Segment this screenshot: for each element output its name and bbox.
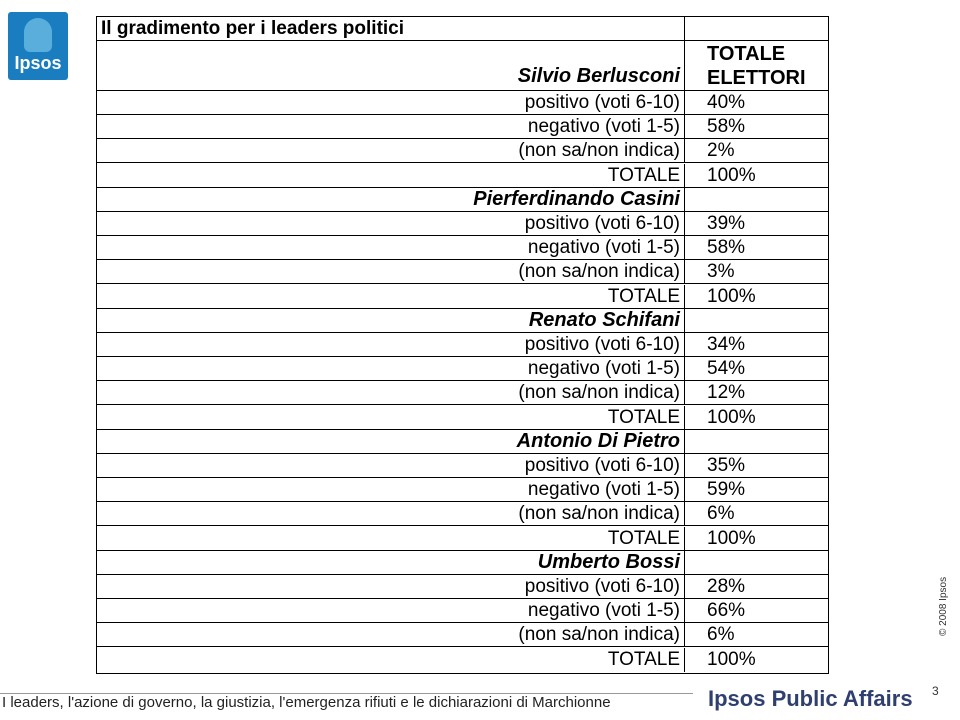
- table-row: [97, 212, 828, 236]
- row-value: 39%: [707, 213, 746, 234]
- leader-name-row: [97, 309, 828, 333]
- row-label: negativo (voti 1-5): [97, 357, 685, 380]
- row-value: 6%: [707, 624, 735, 646]
- table-row: [97, 91, 828, 115]
- row-value: 66%: [707, 600, 746, 622]
- row-label: TOTALE: [97, 406, 685, 429]
- row-label: negativo (voti 1-5): [97, 478, 685, 501]
- row-label: positivo (voti 6-10): [97, 333, 685, 356]
- row-label: TOTALE: [97, 648, 685, 672]
- row-value: 2%: [707, 140, 735, 162]
- row-value: 58%: [707, 116, 746, 138]
- footer-subtitle: I leaders, l'azione di governo, la giustizia, l'emergenza rifiuti e le dichiarazioni di Marchionne: [2, 694, 611, 711]
- row-label: positivo (voti 6-10): [97, 454, 685, 477]
- row-label: TOTALE: [97, 527, 685, 550]
- row-label: (non sa/non indica): [97, 139, 685, 162]
- table-row: [97, 115, 828, 139]
- row-value: 40%: [707, 92, 746, 113]
- row-value: 58%: [707, 237, 746, 259]
- row-label: (non sa/non indica): [97, 502, 685, 525]
- table-header-row: [97, 41, 828, 91]
- row-label: (non sa/non indica): [97, 381, 685, 404]
- row-label: positivo (voti 6-10): [97, 91, 685, 114]
- leader-name: Renato Schifani: [97, 309, 685, 332]
- brand-name: Ipsos Public Affairs: [708, 686, 913, 711]
- table-row: [97, 527, 828, 551]
- table-row: [97, 406, 828, 430]
- leader-name-row: [97, 188, 828, 212]
- row-value: 100%: [707, 164, 756, 186]
- row-value: 28%: [707, 576, 746, 597]
- row-label: negativo (voti 1-5): [97, 599, 685, 622]
- row-value: 35%: [707, 455, 746, 476]
- row-value: 54%: [707, 358, 746, 380]
- table-row: [97, 454, 828, 478]
- row-label: TOTALE: [97, 164, 685, 187]
- table-row: [97, 357, 828, 381]
- table-row: [97, 333, 828, 357]
- row-label: (non sa/non indica): [97, 623, 685, 646]
- leaders-approval-table: [96, 16, 829, 674]
- ipsos-logo: [8, 12, 68, 80]
- logo-head-icon: [24, 18, 52, 52]
- table-row: [97, 164, 828, 188]
- row-value: 6%: [707, 503, 735, 525]
- leader-name: Umberto Bossi: [97, 551, 685, 574]
- row-value: 12%: [707, 382, 746, 404]
- row-value: 100%: [707, 285, 756, 307]
- table-row: [97, 575, 828, 599]
- row-value: 34%: [707, 334, 746, 355]
- row-label: positivo (voti 6-10): [97, 212, 685, 235]
- row-value: 59%: [707, 479, 746, 501]
- table-row: [97, 623, 828, 647]
- column-header: TOTALE ELETTORI: [707, 43, 806, 89]
- row-value: 100%: [707, 648, 756, 670]
- row-label: TOTALE: [97, 285, 685, 308]
- table-row: [97, 285, 828, 309]
- table-row: [97, 599, 828, 623]
- row-label: negativo (voti 1-5): [97, 115, 685, 138]
- row-label: positivo (voti 6-10): [97, 575, 685, 598]
- row-label: negativo (voti 1-5): [97, 236, 685, 259]
- logo-text: Ipsos: [14, 53, 62, 73]
- table-row: [97, 648, 828, 672]
- table-row: [97, 139, 828, 163]
- leader-name: Pierferdinando Casini: [97, 188, 685, 211]
- table-row: [97, 236, 828, 260]
- table-row: [97, 260, 828, 284]
- copyright-notice: © 2008 Ipsos: [938, 576, 949, 636]
- row-value: 100%: [707, 527, 756, 549]
- table-row: [97, 478, 828, 502]
- table-title-row: [97, 17, 828, 41]
- row-value: 100%: [707, 406, 756, 428]
- row-label: (non sa/non indica): [97, 260, 685, 283]
- leader-name: Silvio Berlusconi: [97, 41, 685, 90]
- leader-name-row: [97, 430, 828, 454]
- table-row: [97, 381, 828, 405]
- table-row: [97, 502, 828, 526]
- row-value: 3%: [707, 261, 735, 283]
- table-title: Il gradimento per i leaders politici: [97, 17, 685, 40]
- leader-name: Antonio Di Pietro: [97, 430, 685, 453]
- leader-name-row: [97, 551, 828, 575]
- page-number: 3: [932, 684, 939, 698]
